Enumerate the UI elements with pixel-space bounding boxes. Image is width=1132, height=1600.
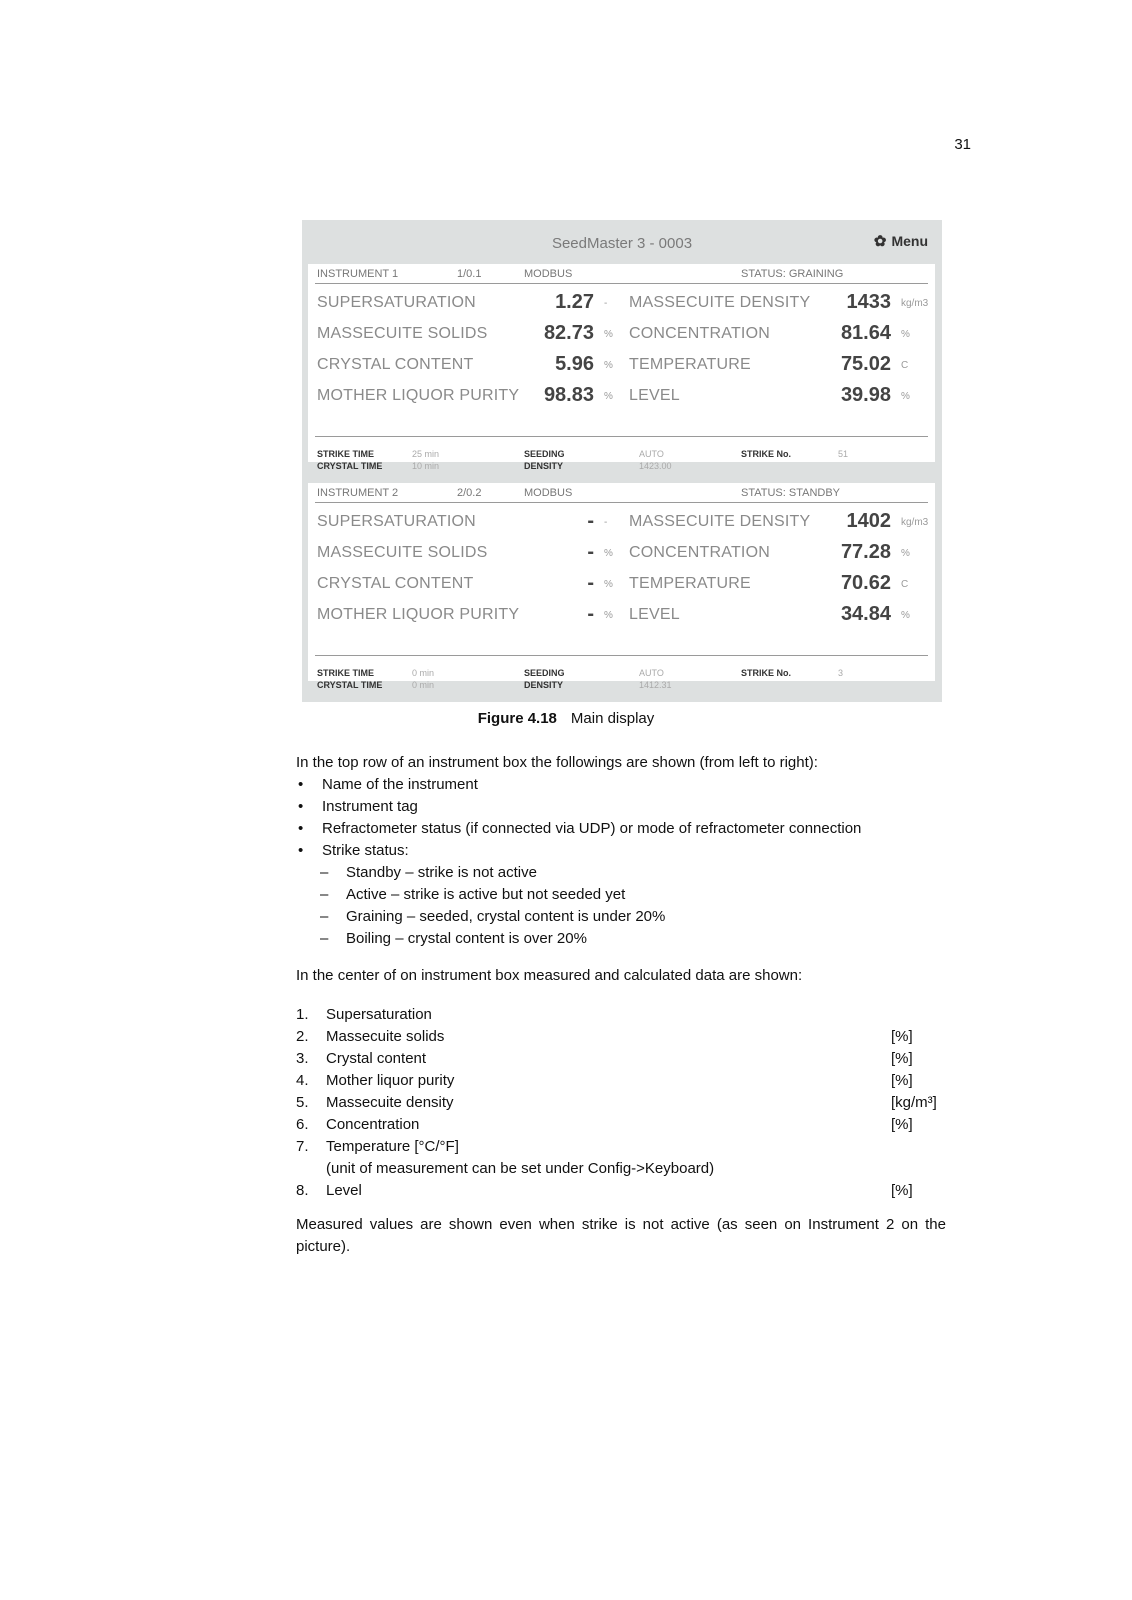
measure-unit: % [901, 329, 910, 340]
list-item: • Instrument tag [296, 796, 861, 818]
list-item: • Refractometer status (if connected via UDP) or mode of refractometer connection [296, 818, 861, 840]
item-unit: [%] [891, 1182, 913, 1199]
list-item [296, 1092, 946, 1114]
top-row-bullets [296, 774, 861, 862]
menu-label: Menu [891, 233, 928, 249]
instrument-tag: 1/0.1 [457, 268, 482, 280]
measure-unit: kg/m3 [901, 298, 929, 309]
figure-text: Main display [570, 710, 655, 727]
list-item: – Active – strike is active but not seeded yet [320, 884, 665, 906]
measure-value: 81.64 [840, 322, 891, 344]
measure-value: 5.96 [555, 353, 594, 375]
item-number: 8. [296, 1182, 309, 1199]
list-item: – Standby – strike is not active [320, 862, 665, 884]
measure-unit: % [901, 391, 910, 402]
instrument-tag: 2/0.2 [457, 487, 482, 499]
item-text: Concentration [326, 1116, 420, 1133]
strike-time-value: 0 min [412, 668, 435, 678]
list-item [296, 1070, 946, 1092]
list-item [296, 1048, 946, 1070]
item-text: Crystal content [326, 1050, 427, 1067]
crystal-time-label: CRYSTAL TIME [317, 680, 383, 690]
measure-value: 82.73 [543, 322, 594, 344]
instrument-box-2[interactable] [308, 483, 935, 690]
measurement-row [315, 350, 928, 381]
measure-value: 77.28 [840, 541, 891, 563]
instrument-footer [315, 436, 928, 471]
measure-label: MOTHER LIQUOR PURITY [317, 606, 520, 623]
item-unit: [%] [891, 1028, 913, 1045]
seeding-density: 1412.31 [639, 680, 672, 690]
list-item [296, 1180, 946, 1202]
measure-label: TEMPERATURE [629, 575, 751, 592]
app-header [302, 220, 942, 264]
measure-unit: - [604, 298, 608, 309]
seeding-label: SEEDING [524, 668, 565, 678]
measure-label: MASSECUITE DENSITY [629, 513, 811, 530]
measure-unit: % [901, 610, 910, 621]
item-number: 2. [296, 1028, 309, 1045]
measure-value: - [587, 510, 594, 532]
measurement-row [315, 288, 928, 319]
list-item [296, 1026, 946, 1048]
measurement-row [315, 538, 928, 569]
strike-time-value: 25 min [412, 449, 440, 459]
item-text: Supersaturation [326, 1006, 432, 1023]
app-title: SeedMaster 3 - 0003 [551, 235, 693, 252]
crystal-time-value: 0 min [412, 680, 435, 690]
instrument-top-row [315, 483, 928, 503]
measurement-row [315, 507, 928, 538]
measure-unit: % [604, 329, 613, 340]
measure-label: SUPERSATURATION [317, 513, 476, 530]
seeding-mode: AUTO [639, 449, 664, 459]
measurements [315, 507, 928, 631]
measure-value: 75.02 [840, 353, 891, 375]
item-number: 1. [296, 1006, 309, 1023]
figure-caption [0, 710, 1132, 727]
strike-no-value: 51 [838, 449, 849, 459]
figure-label: Figure 4.18 [477, 710, 557, 727]
strike-status: STATUS: STANDBY [741, 487, 841, 499]
seeding-label: SEEDING [524, 449, 565, 459]
strike-status: STATUS: GRAINING [741, 268, 844, 280]
measure-label: TEMPERATURE [629, 356, 751, 373]
measure-label: LEVEL [629, 387, 680, 404]
measure-value: 1433 [846, 291, 891, 313]
list-item [296, 1114, 946, 1136]
connection-mode: MODBUS [524, 487, 573, 499]
strike-status-list [320, 862, 665, 950]
gear-icon: ✿ [873, 232, 887, 250]
item-unit: [%] [891, 1072, 913, 1089]
list-item: • Strike status: [296, 840, 861, 862]
item-text: Massecuite solids [326, 1028, 445, 1045]
item-text: Temperature [°C/°F] [326, 1138, 459, 1155]
measure-label: MASSECUITE SOLIDS [317, 325, 488, 342]
measurements [315, 288, 928, 412]
measure-label: SUPERSATURATION [317, 294, 476, 311]
measure-value: 1402 [846, 510, 891, 532]
instrument-name: INSTRUMENT 1 [317, 268, 399, 280]
item-unit: [%] [891, 1050, 913, 1067]
item-number: 3. [296, 1050, 309, 1067]
page-number: 31 [954, 136, 971, 153]
strike-no-label: STRIKE No. [741, 668, 792, 678]
measurement-row [315, 600, 928, 631]
measure-label: CONCENTRATION [629, 544, 770, 561]
measure-unit: % [604, 548, 613, 559]
measure-label: CONCENTRATION [629, 325, 770, 342]
instrument-box-1[interactable] [308, 264, 935, 471]
measure-value: 70.62 [840, 572, 891, 594]
measurement-row [315, 381, 928, 412]
list-item [296, 1158, 946, 1180]
item-text: Massecuite density [326, 1094, 454, 1111]
measure-value: 39.98 [840, 384, 891, 406]
measure-unit: - [604, 517, 608, 528]
measure-unit: % [604, 391, 613, 402]
menu-button[interactable] [874, 233, 928, 249]
top-row-intro: In the top row of an instrument box the followings are shown (from left to right): [296, 754, 818, 771]
item-text: Mother liquor purity [326, 1072, 455, 1089]
main-display-screenshot [302, 220, 942, 702]
item-text: (unit of measurement can be set under Config->Keyboard) [326, 1160, 715, 1177]
item-unit: [kg/m³] [891, 1094, 937, 1111]
measure-unit: % [604, 579, 613, 590]
list-item: – Graining – seeded, crystal content is under 20% [320, 906, 665, 928]
measure-unit: kg/m3 [901, 517, 929, 528]
item-number: 6. [296, 1116, 309, 1133]
measure-value: 34.84 [840, 603, 891, 625]
strike-time-label: STRIKE TIME [317, 449, 375, 459]
measure-label: MASSECUITE DENSITY [629, 294, 811, 311]
measure-unit: % [604, 360, 613, 371]
instrument-name: INSTRUMENT 2 [317, 487, 399, 499]
strike-no-value: 3 [838, 668, 844, 678]
item-number: 5. [296, 1094, 309, 1111]
closing-paragraph: Measured values are shown even when strike is not active (as seen on Instrument 2 on the picture). [296, 1216, 946, 1255]
item-number: 4. [296, 1072, 309, 1089]
measure-label: CRYSTAL CONTENT [317, 356, 474, 373]
strike-time-label: STRIKE TIME [317, 668, 375, 678]
measure-unit: C [901, 579, 909, 590]
list-item: – Boiling – crystal content is over 20% [320, 928, 665, 950]
measurement-row [315, 319, 928, 350]
density-label: DENSITY [524, 680, 564, 690]
measure-value: 1.27 [555, 291, 594, 313]
seeding-mode: AUTO [639, 668, 664, 678]
measurement-row [315, 569, 928, 600]
crystal-time-label: CRYSTAL TIME [317, 461, 383, 471]
measure-unit: C [901, 360, 909, 371]
instrument-footer [315, 655, 928, 690]
measure-value: - [587, 541, 594, 563]
measure-label: MASSECUITE SOLIDS [317, 544, 488, 561]
measure-value: - [587, 603, 594, 625]
strike-no-label: STRIKE No. [741, 449, 792, 459]
measured-data-list [296, 1004, 946, 1202]
measure-value: 98.83 [543, 384, 594, 406]
measure-label: CRYSTAL CONTENT [317, 575, 474, 592]
measure-unit: % [604, 610, 613, 621]
list-item: • Name of the instrument [296, 774, 861, 796]
list-item [296, 1136, 946, 1158]
seeding-density: 1423.00 [639, 461, 672, 471]
instrument-top-row [315, 264, 928, 284]
item-unit: [%] [891, 1116, 913, 1133]
center-intro: In the center of on instrument box measured and calculated data are shown: [296, 967, 803, 984]
crystal-time-value: 10 min [412, 461, 440, 471]
measure-label: LEVEL [629, 606, 680, 623]
list-item [296, 1004, 946, 1026]
density-label: DENSITY [524, 461, 564, 471]
measure-label: MOTHER LIQUOR PURITY [317, 387, 520, 404]
connection-mode: MODBUS [524, 268, 573, 280]
item-number: 7. [296, 1138, 309, 1155]
item-text: Level [326, 1182, 362, 1199]
measure-value: - [587, 572, 594, 594]
measure-unit: % [901, 548, 910, 559]
